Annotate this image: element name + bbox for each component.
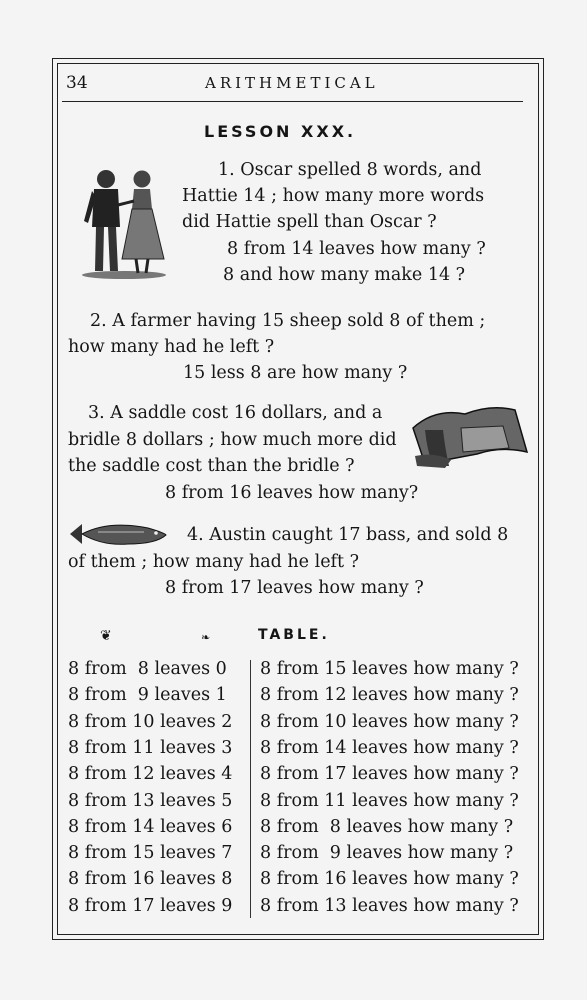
table-right-row: 8 from 12 leaves how many ? <box>260 685 519 706</box>
table-right-row: 8 from 8 leaves how many ? <box>260 816 514 837</box>
children-illustration <box>78 165 170 280</box>
problem-3-line-3: the saddle cost than the bridle ? <box>68 456 355 476</box>
table-title: TABLE. <box>258 627 330 643</box>
problem-1-line-4: 8 from 14 leaves how many ? <box>227 239 486 259</box>
problem-4-line-1: 4. Austin caught 17 bass, and sold 8 <box>187 525 509 545</box>
table-left-row: 8 from 12 leaves 4 <box>68 764 233 785</box>
table-left-row: 8 from 10 leaves 2 <box>68 711 233 732</box>
ornament-mark-left: ❦ <box>100 628 112 644</box>
problem-4-line-2: of them ; how many had he left ? <box>68 552 360 572</box>
problem-1-line-5: 8 and how many make 14 ? <box>223 265 466 285</box>
problem-1-line-3: did Hattie spell than Oscar ? <box>182 212 437 232</box>
table-left-row: 8 from 14 leaves 6 <box>68 816 233 837</box>
table-left-row: 8 from 8 leaves 0 <box>68 659 227 679</box>
problem-2-line-2: how many had he left ? <box>68 337 275 357</box>
table-left-row: 8 from 13 leaves 5 <box>68 790 233 811</box>
table-right-row: 8 from 17 leaves how many ? <box>260 764 519 785</box>
saddle-illustration <box>405 400 530 472</box>
table-right-row: 8 from 16 leaves how many ? <box>260 869 519 890</box>
page-number: 34 <box>66 73 88 93</box>
table-right-row: 8 from 9 leaves how many ? <box>260 843 514 864</box>
table-column-divider <box>250 660 251 918</box>
table-right-row: 8 from 11 leaves how many ? <box>260 790 519 811</box>
running-title: ARITHMETICAL <box>205 74 379 92</box>
table-right-row: 8 from 14 leaves how many ? <box>260 737 519 758</box>
fish-illustration <box>68 520 168 548</box>
table-left-row: 8 from 9 leaves 1 <box>68 685 227 706</box>
table-right-row: 8 from 15 leaves how many ? <box>260 659 519 679</box>
problem-4-line-3: 8 from 17 leaves how many ? <box>165 578 424 598</box>
table-left-row: 8 from 11 leaves 3 <box>68 737 233 758</box>
ornament-mark-right: ❧ <box>201 631 211 644</box>
problem-2-line-3: 15 less 8 are how many ? <box>183 363 408 383</box>
problem-3-line-4: 8 from 16 leaves how many? <box>165 483 419 503</box>
table-left-row: 8 from 17 leaves 9 <box>68 895 233 916</box>
problem-2-line-1: 2. A farmer having 15 sheep sold 8 of them ; <box>90 311 486 331</box>
problem-3-line-1: 3. A saddle cost 16 dollars, and a <box>88 403 383 423</box>
table-left-row: 8 from 16 leaves 8 <box>68 869 233 890</box>
problem-3-line-2: bridle 8 dollars ; how much more did <box>68 430 397 450</box>
problem-1-line-2: Hattie 14 ; how many more words <box>182 186 485 206</box>
problem-1-line-1: 1. Oscar spelled 8 words, and <box>218 160 482 180</box>
table-left-row: 8 from 15 leaves 7 <box>68 843 233 864</box>
lesson-title: LESSON XXX. <box>204 122 357 141</box>
table-right-row: 8 from 13 leaves how many ? <box>260 895 519 916</box>
header-rule <box>62 101 523 102</box>
table-right-row: 8 from 10 leaves how many ? <box>260 711 519 732</box>
